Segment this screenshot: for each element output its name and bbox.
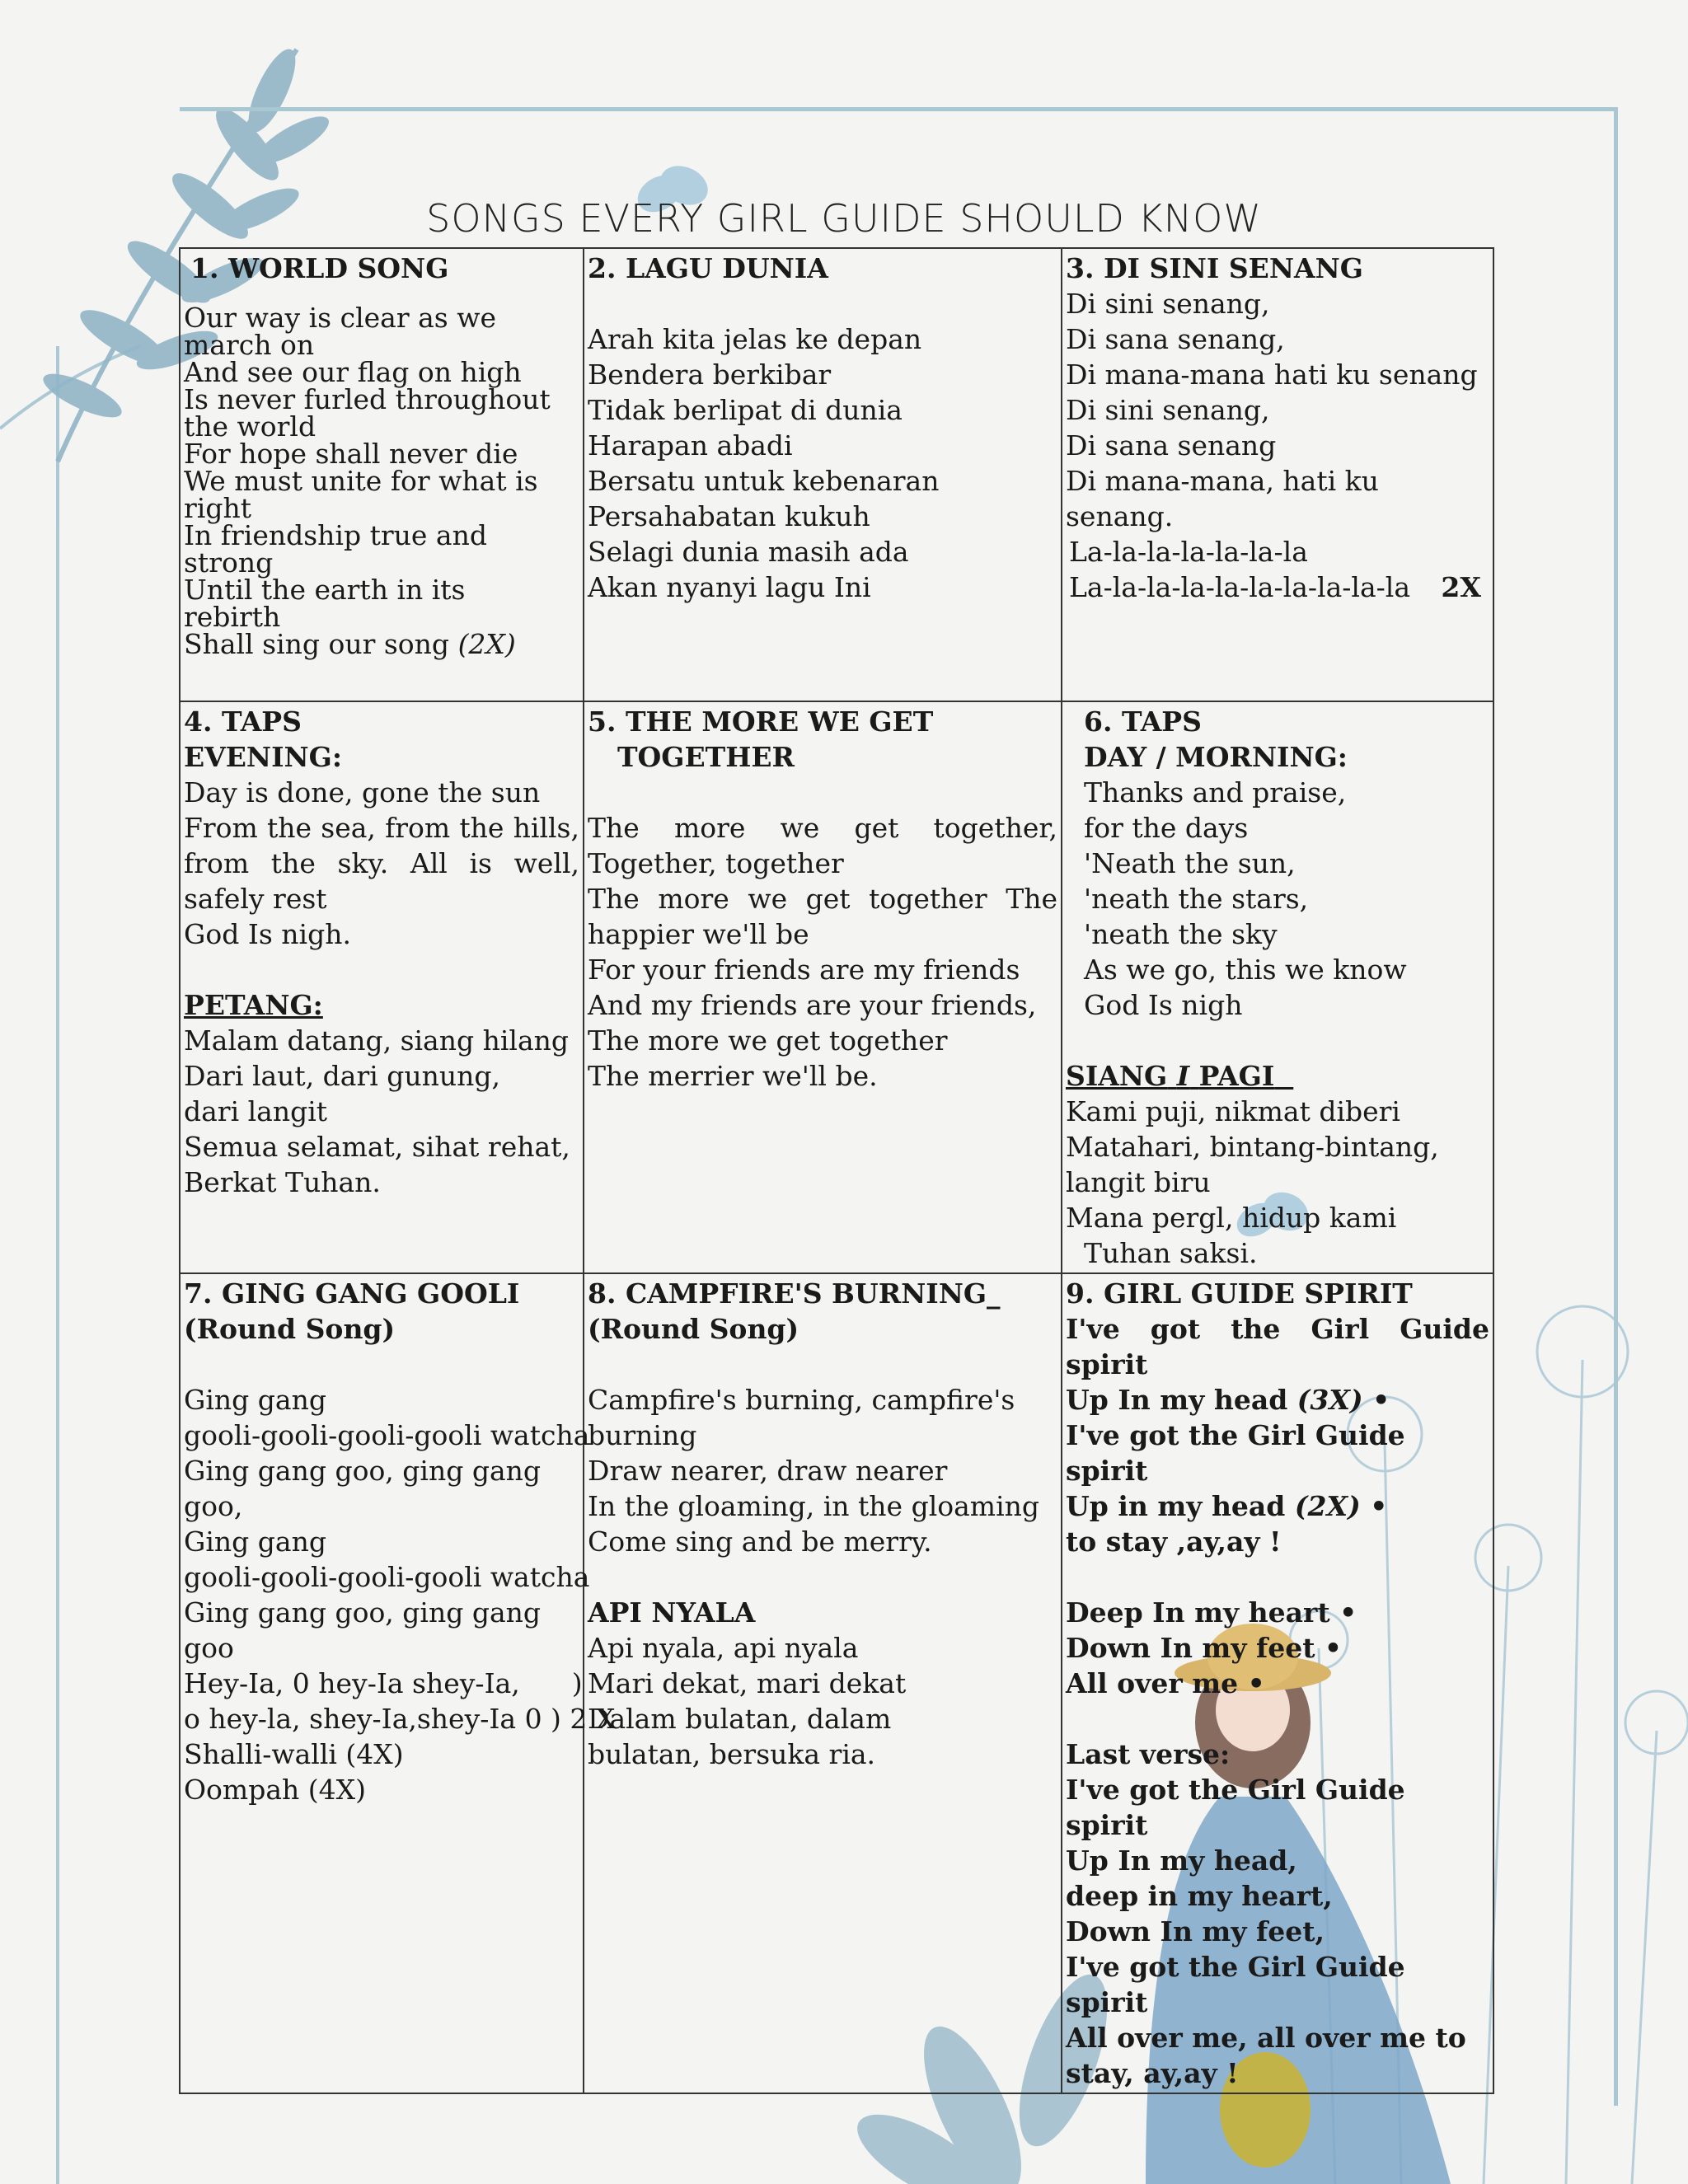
lyric-line: for the days <box>1084 812 1249 844</box>
lyric-line: rebirth <box>184 601 281 633</box>
lyric-line: Di sana senang, <box>1066 323 1285 355</box>
lyric-line: Akan nyanyi lagu Ini <box>588 571 871 603</box>
lyric-line: I've got the Girl Guide spirit <box>1066 1313 1489 1380</box>
lyric-line: Hey-Ia, 0 hey-Ia shey-Ia, ) <box>184 1667 583 1699</box>
song-cell-taps-day <box>1062 701 1493 1273</box>
song-heading: 2. LAGU DUNIA <box>588 252 828 284</box>
lyric-line: God Is nigh. <box>184 918 351 950</box>
lyric-line: Thanks and praise, <box>1084 776 1347 808</box>
lyric-paragraph: The more we get together, Together, together <box>588 812 1057 879</box>
lyric-line: Arah kita jelas ke depan <box>588 323 922 355</box>
lyric-text: Up In my head <box>1066 1384 1288 1416</box>
repeat-marker: (3X) <box>1296 1384 1363 1416</box>
song-heading: 4. TAPS <box>184 705 302 738</box>
lyric-line: bulatan, bersuka ria. <box>588 1738 876 1770</box>
lyric-line: right <box>184 492 251 524</box>
song-heading: 8. CAMPFIRE'S BURNING_ <box>588 1277 1001 1310</box>
bullet-marker: • <box>1370 1490 1388 1522</box>
lyric-line: Kami puji, nikmat diberi <box>1066 1095 1400 1127</box>
lyric-line: Persahabatan kukuh <box>588 500 870 532</box>
lyric-line: Bersatu untuk kebenaran <box>588 465 940 497</box>
lyric-line: Ging gang goo, ging gang goo <box>184 1596 542 1664</box>
lyric-line: deep in my heart, <box>1066 1880 1333 1912</box>
lyric-line: Ging gang <box>184 1384 326 1416</box>
lyric-line: Harapan abadi <box>588 429 793 462</box>
song-cell-taps-evening <box>180 701 584 1273</box>
lyric-line: In friendship true and <box>184 519 487 551</box>
repeat-marker: 2X <box>1441 571 1481 603</box>
lyric-line: to stay ,ay,ay ! <box>1066 1526 1282 1558</box>
lyric-line: The more we get together <box>588 1024 948 1057</box>
lyric-line: Shalli-walli (4X) <box>184 1738 404 1770</box>
lyric-line: Di sini senang, <box>1066 288 1270 320</box>
song-heading: 7. GING GANG GOOLI <box>184 1277 520 1310</box>
lyric-line: I've got the Girl Guide spirit <box>1066 1951 1405 2018</box>
lyric-line: march on <box>184 329 315 361</box>
lyric-line: 'neath the sky <box>1084 918 1278 950</box>
lyric-line: As we go, this we know <box>1084 954 1407 986</box>
song-cell-lagu-dunia <box>584 248 1062 701</box>
lyric-line: Campfire's burning, campfire's <box>588 1384 1015 1416</box>
lyric-line: Oompah (4X) <box>184 1774 366 1806</box>
lyric-line: The merrier we'll be. <box>588 1060 878 1092</box>
subheading-part: I <box>1176 1060 1190 1092</box>
lyric-line: Day is done, gone the sun <box>184 776 541 808</box>
song-cell-ging-gang-gooli <box>180 1273 616 2093</box>
song-cell-more-we-get-together <box>584 701 1062 1273</box>
song-cell-world-song <box>180 248 584 701</box>
lyric-line: And see our flag on high <box>184 356 522 388</box>
song-heading: 1. WORLD SONG <box>190 252 449 284</box>
lyric-text: Up in my head <box>1066 1490 1286 1522</box>
lyric-line: Until the earth in its <box>184 574 466 606</box>
bullet-marker: • <box>1372 1384 1390 1416</box>
song-heading: 5. THE MORE WE GET <box>588 705 934 738</box>
lyric-line: Deep In my heart • <box>1066 1596 1357 1629</box>
song-subheading: (Round Song) <box>588 1313 799 1345</box>
lyric-line: Di sini senang, <box>1066 394 1270 426</box>
leaf-stem-left <box>0 346 140 2184</box>
lyric-line: Berkat Tuhan. <box>184 1166 381 1198</box>
lyric-line: the world <box>184 410 316 443</box>
page-title: SONGS EVERY GIRL GUIDE SHOULD KNOW <box>426 196 1262 241</box>
song-cell-di-sini-senang <box>1062 248 1493 701</box>
lyric-text: Shall sing our song <box>184 628 450 660</box>
lyric-line: Come sing and be merry. <box>588 1526 932 1558</box>
table-row <box>180 701 1493 1273</box>
section-subheading <box>1066 1058 1489 1094</box>
lyric-line: Down In my feet, <box>1066 1915 1325 1947</box>
lyric-line: gooli-gooli-gooli-gooli watcha <box>184 1561 590 1593</box>
lyric-line <box>1066 1488 1489 1524</box>
lyric-line: La-la-la-la-la-la-la <box>1069 536 1308 568</box>
lyric-line: God Is nigh <box>1084 989 1243 1021</box>
lyric-line: In the gloaming, in the gloaming <box>588 1490 1040 1522</box>
lyric-line: Draw nearer, draw nearer <box>588 1455 948 1487</box>
lyric-line: Di sana senang <box>1066 429 1277 462</box>
lyric-line <box>1066 1382 1489 1418</box>
table-row <box>180 248 1493 701</box>
lyric-line: strong <box>184 546 274 579</box>
lyric-line: Di mana-mana, hati ku senang. <box>1066 465 1379 532</box>
section-subheading: API NYALA <box>588 1596 756 1629</box>
lyric-line <box>1066 569 1489 605</box>
lyric-line: dari langit <box>184 1095 328 1127</box>
lyric-line: Malam datang, siang hilang <box>184 1024 570 1057</box>
section-subheading: PETANG: <box>184 989 323 1021</box>
song-heading-cont: TOGETHER <box>617 741 795 773</box>
lyric-line: I've got the Girl Guide spirit <box>1066 1419 1405 1487</box>
lyric-paragraph: The more we get together The happier we'll be <box>588 883 1057 950</box>
song-cell-campfires-burning <box>584 1273 1062 2093</box>
song-heading: 9. GIRL GUIDE SPIRIT <box>1066 1277 1413 1310</box>
lyric-line: 'neath the stars, <box>1084 883 1309 915</box>
song-heading: 3. DI SINI SENANG <box>1066 252 1363 284</box>
lyric-line: burning <box>588 1419 697 1451</box>
subheading-part: PAGI <box>1198 1060 1275 1092</box>
lyric-line: Di mana-mana hati ku senang <box>1066 359 1478 391</box>
lyric-line: Mari dekat, mari dekat <box>588 1667 907 1699</box>
lyric-line: Up In my head, <box>1066 1844 1297 1877</box>
lyric-line: And my friends are your friends, <box>588 989 1037 1021</box>
lyric-line: For your friends are my friends <box>588 954 1020 986</box>
lyric-line <box>184 630 579 658</box>
lyric-line: Is never furled throughout <box>184 383 551 415</box>
song-subheading: (Round Song) <box>184 1313 396 1345</box>
lyric-line: o hey-la, shey-Ia,shey-Ia 0 ) 2 X <box>184 1703 616 1735</box>
lyric-line: All over me, all over me to stay, ay,ay ! <box>1066 2022 1466 2089</box>
lyric-line: Ging gang <box>184 1526 326 1558</box>
songs-table <box>179 247 1494 2094</box>
lyric-line: All over me • <box>1066 1667 1265 1699</box>
lyric-line: Dari laut, dari gunung, <box>184 1060 501 1092</box>
lyric-line: Bendera berkibar <box>588 359 832 391</box>
lyric-line: Tuhan saksi. <box>1084 1237 1258 1269</box>
table-row <box>180 1273 1493 2093</box>
lyric-line: Ging gang goo, ging gang goo, <box>184 1455 542 1522</box>
lyric-line: gooli-gooli-gooli-gooli watcha <box>184 1419 590 1451</box>
repeat-marker: (2X) <box>1294 1490 1361 1522</box>
lyric-line: Semua selamat, sihat rehat, <box>184 1131 570 1163</box>
lyric-line: Selagi dunia masih ada <box>588 536 909 568</box>
lyric-line: I've got the Girl Guide spirit <box>1066 1774 1405 1841</box>
lyric-line: Our way is clear as we <box>184 302 496 334</box>
song-cell-girl-guide-spirit <box>1062 1273 1493 2093</box>
lyric-text: La-la-la-la-la-la-la-la-la-la <box>1069 571 1410 603</box>
lyric-line: Api nyala, api nyala <box>588 1632 859 1664</box>
song-subheading: EVENING: <box>184 741 343 773</box>
section-subheading: Last verse: <box>1066 1738 1231 1770</box>
lyric-line: Dalam bulatan, dalam <box>588 1703 892 1735</box>
lyric-line: 'Neath the sun, <box>1084 847 1296 879</box>
song-heading: 6. TAPS <box>1084 705 1202 738</box>
repeat-marker: (2X) <box>457 628 516 660</box>
lyric-line: Mana pergl, hidup kami <box>1066 1202 1397 1234</box>
lyric-line: Down In my feet • <box>1066 1632 1343 1664</box>
lyric-line: Tidak berlipat di dunia <box>588 394 903 426</box>
lyric-paragraph: From the sea, from the hills, from the sky. All is well, safely rest <box>184 812 579 915</box>
song-subheading: DAY / MORNING: <box>1084 741 1348 773</box>
lyric-line: Matahari, bintang-bintang, langit biru <box>1066 1131 1439 1198</box>
lyric-line: We must unite for what is <box>184 465 538 497</box>
subheading-part: SIANG <box>1066 1060 1168 1092</box>
lyric-line: For hope shall never die <box>184 438 518 470</box>
